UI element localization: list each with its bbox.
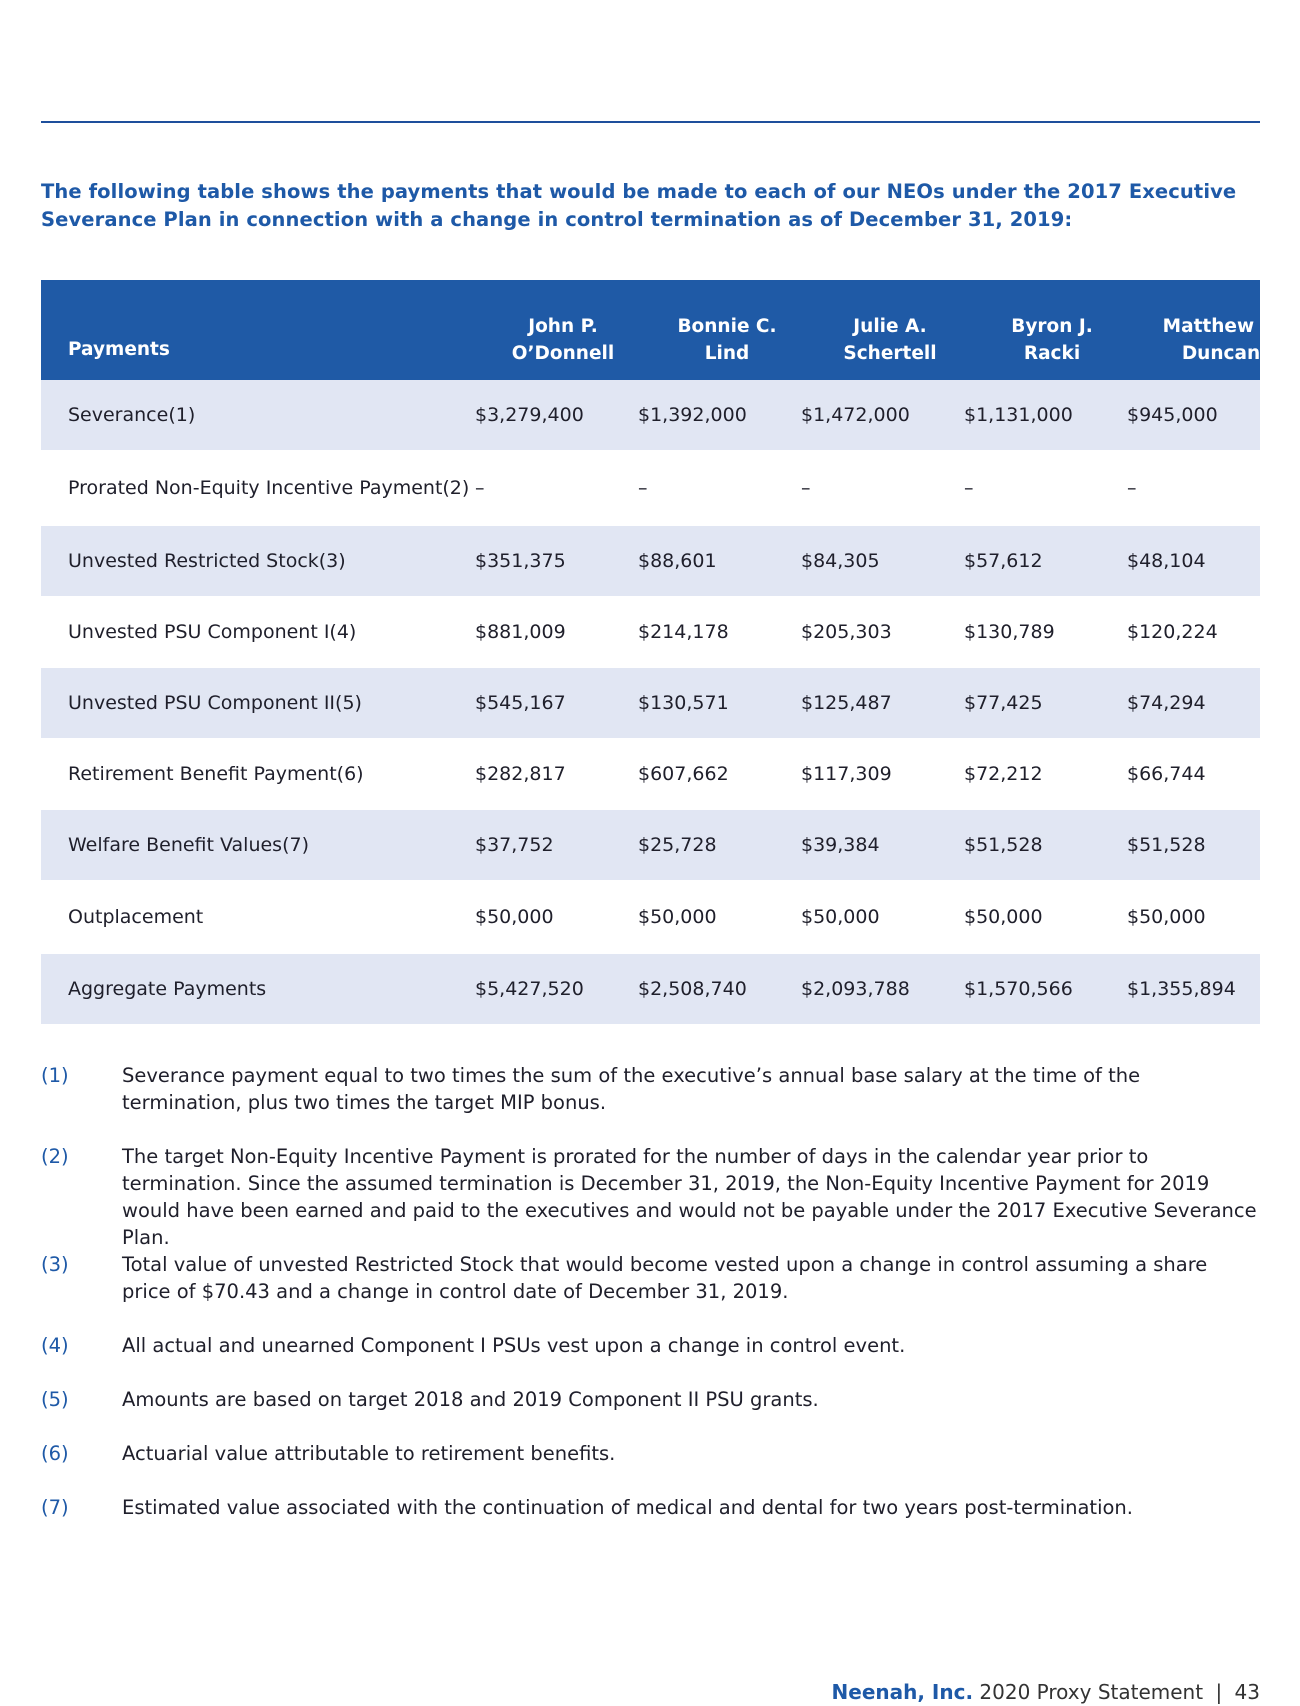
footnote-text: Actuarial value attributable to retirement benefits. — [122, 1442, 616, 1465]
intro-text: The following table shows the payments that would be made to each of our NEOs under the 2017 Executive Severance Plan in connection with a change in control termination as of December 31, 2019: — [41, 180, 1237, 231]
footnote-number: (4) — [41, 1334, 69, 1357]
table-cell: $3,279,400 — [475, 404, 584, 426]
row-label: Retirement Benefit Payment(6) — [68, 763, 364, 785]
table-header — [41, 280, 1280, 380]
column-header-last-name: Duncan — [1181, 343, 1261, 364]
table-cell: $66,744 — [1127, 763, 1206, 785]
table-cell: $1,392,000 — [638, 404, 747, 426]
table-cell: $48,104 — [1127, 550, 1206, 572]
table-cell: $50,000 — [1127, 906, 1206, 928]
page-number: 43 — [1234, 1680, 1260, 1704]
table-cell: $1,472,000 — [801, 404, 910, 426]
footnote-number: (7) — [41, 1496, 69, 1519]
table-cell: $57,612 — [964, 550, 1043, 572]
table-cell: $50,000 — [475, 906, 554, 928]
footnote-number: (3) — [41, 1253, 69, 1276]
table-cell: $881,009 — [475, 621, 566, 643]
table-cell: $2,508,740 — [638, 978, 747, 1000]
table-cell: – — [801, 477, 811, 499]
column-header-first-name: Matthew L. — [1162, 316, 1280, 337]
table-cell: $50,000 — [964, 906, 1043, 928]
table-cell: $1,570,566 — [964, 978, 1073, 1000]
footer-doc: 2020 Proxy Statement — [979, 1680, 1204, 1704]
page-footer — [832, 1680, 1260, 1704]
table-cell: $351,375 — [475, 550, 566, 572]
table-row — [41, 380, 1260, 450]
footnote-text: Amounts are based on target 2018 and 2019 Component II PSU grants. — [122, 1388, 819, 1411]
table-row — [41, 596, 1260, 668]
table-cell: $74,294 — [1127, 692, 1206, 714]
payments-table — [41, 280, 1280, 1024]
table-cell: $51,528 — [964, 834, 1043, 856]
table-cell: $282,817 — [475, 763, 566, 785]
table-row — [41, 810, 1260, 880]
footer-company: Neenah, Inc. — [831, 1680, 974, 1704]
table-cell: $117,309 — [801, 763, 892, 785]
table-row — [41, 668, 1260, 738]
table-cell: $545,167 — [475, 692, 566, 714]
row-label: Unvested Restricted Stock(3) — [68, 550, 346, 572]
table-cell: $205,303 — [801, 621, 892, 643]
column-header-last-name: Racki — [1023, 343, 1081, 364]
column-header-last-name: O’Donnell — [511, 343, 615, 364]
footnote-number: (2) — [41, 1145, 69, 1168]
table-cell: – — [964, 477, 974, 499]
table-cell: $50,000 — [638, 906, 717, 928]
table-row — [41, 450, 1260, 526]
row-label: Aggregate Payments — [68, 978, 267, 1000]
table-row — [41, 880, 1260, 954]
table-cell: $120,224 — [1127, 621, 1218, 643]
column-header — [483, 313, 643, 367]
footnote-text: Total value of unvested Restricted Stock that would become vested upon a change in control assuming a share price of $70.43 and a change in control date of December 31, 2019. — [122, 1253, 1208, 1303]
table-row — [41, 738, 1260, 810]
footnote-number: (5) — [41, 1388, 69, 1411]
header-payments: Payments — [68, 339, 170, 360]
footnote-text: The target Non-Equity Incentive Payment is prorated for the number of days in the calendar year prior to termination. Since the assumed termination is December 31, 2019, the Non-Equity Incentive Payment for 2019 would have been earned and paid to the executives and would not be payable under the 2017 Executive Severance Plan. — [122, 1145, 1257, 1249]
table-cell: $130,789 — [964, 621, 1055, 643]
top-rule — [41, 121, 1260, 123]
table-cell: – — [1127, 477, 1137, 499]
table-cell: $125,487 — [801, 692, 892, 714]
footer-separator: | — [1215, 1680, 1223, 1704]
column-header — [647, 313, 807, 367]
table-cell: $39,384 — [801, 834, 880, 856]
table-cell: $2,093,788 — [801, 978, 910, 1000]
footnote-text: Severance payment equal to two times the sum of the executive’s annual base salary at the time of the termination, plus two times the target MIP bonus. — [122, 1064, 1141, 1114]
table-cell: $77,425 — [964, 692, 1043, 714]
row-label: Welfare Benefit Values(7) — [68, 834, 309, 856]
table-cell: $84,305 — [801, 550, 880, 572]
row-label: Unvested PSU Component II(5) — [68, 692, 362, 714]
table-cell: $25,728 — [638, 834, 717, 856]
footnote-number: (1) — [41, 1064, 69, 1087]
footnote-number: (6) — [41, 1442, 69, 1465]
row-label: Outplacement — [68, 906, 204, 928]
column-header-first-name: Bonnie C. — [677, 316, 777, 337]
column-header — [810, 313, 970, 367]
column-header-last-name: Schertell — [843, 343, 937, 364]
row-label: Prorated Non-Equity Incentive Payment(2) — [68, 477, 470, 499]
table-row — [41, 954, 1260, 1024]
column-header-first-name: John P. — [528, 316, 598, 337]
table-cell: – — [475, 477, 485, 499]
table-cell: $1,131,000 — [964, 404, 1073, 426]
table-cell: $51,528 — [1127, 834, 1206, 856]
column-header-first-name: Byron J. — [1011, 316, 1093, 337]
table-cell: $50,000 — [801, 906, 880, 928]
table-cell: $607,662 — [638, 763, 729, 785]
table-cell: $945,000 — [1127, 404, 1218, 426]
row-label: Unvested PSU Component I(4) — [68, 621, 357, 643]
column-header — [972, 313, 1132, 367]
column-header-first-name: Julie A. — [853, 316, 927, 337]
table-row — [41, 526, 1260, 596]
table-cell: $1,355,894 — [1127, 978, 1236, 1000]
table-cell: $5,427,520 — [475, 978, 584, 1000]
table-cell: $88,601 — [638, 550, 717, 572]
table-cell: $130,571 — [638, 692, 729, 714]
table-cell: $37,752 — [475, 834, 554, 856]
row-label: Severance(1) — [68, 404, 196, 426]
table-cell: $214,178 — [638, 621, 729, 643]
table-cell: – — [638, 477, 648, 499]
footnote-text: All actual and unearned Component I PSUs vest upon a change in control event. — [122, 1334, 906, 1357]
footnote-text: Estimated value associated with the continuation of medical and dental for two years post-termination. — [122, 1496, 1133, 1519]
column-header — [1141, 313, 1300, 367]
column-header-last-name: Lind — [704, 343, 750, 364]
table-cell: $72,212 — [964, 763, 1043, 785]
